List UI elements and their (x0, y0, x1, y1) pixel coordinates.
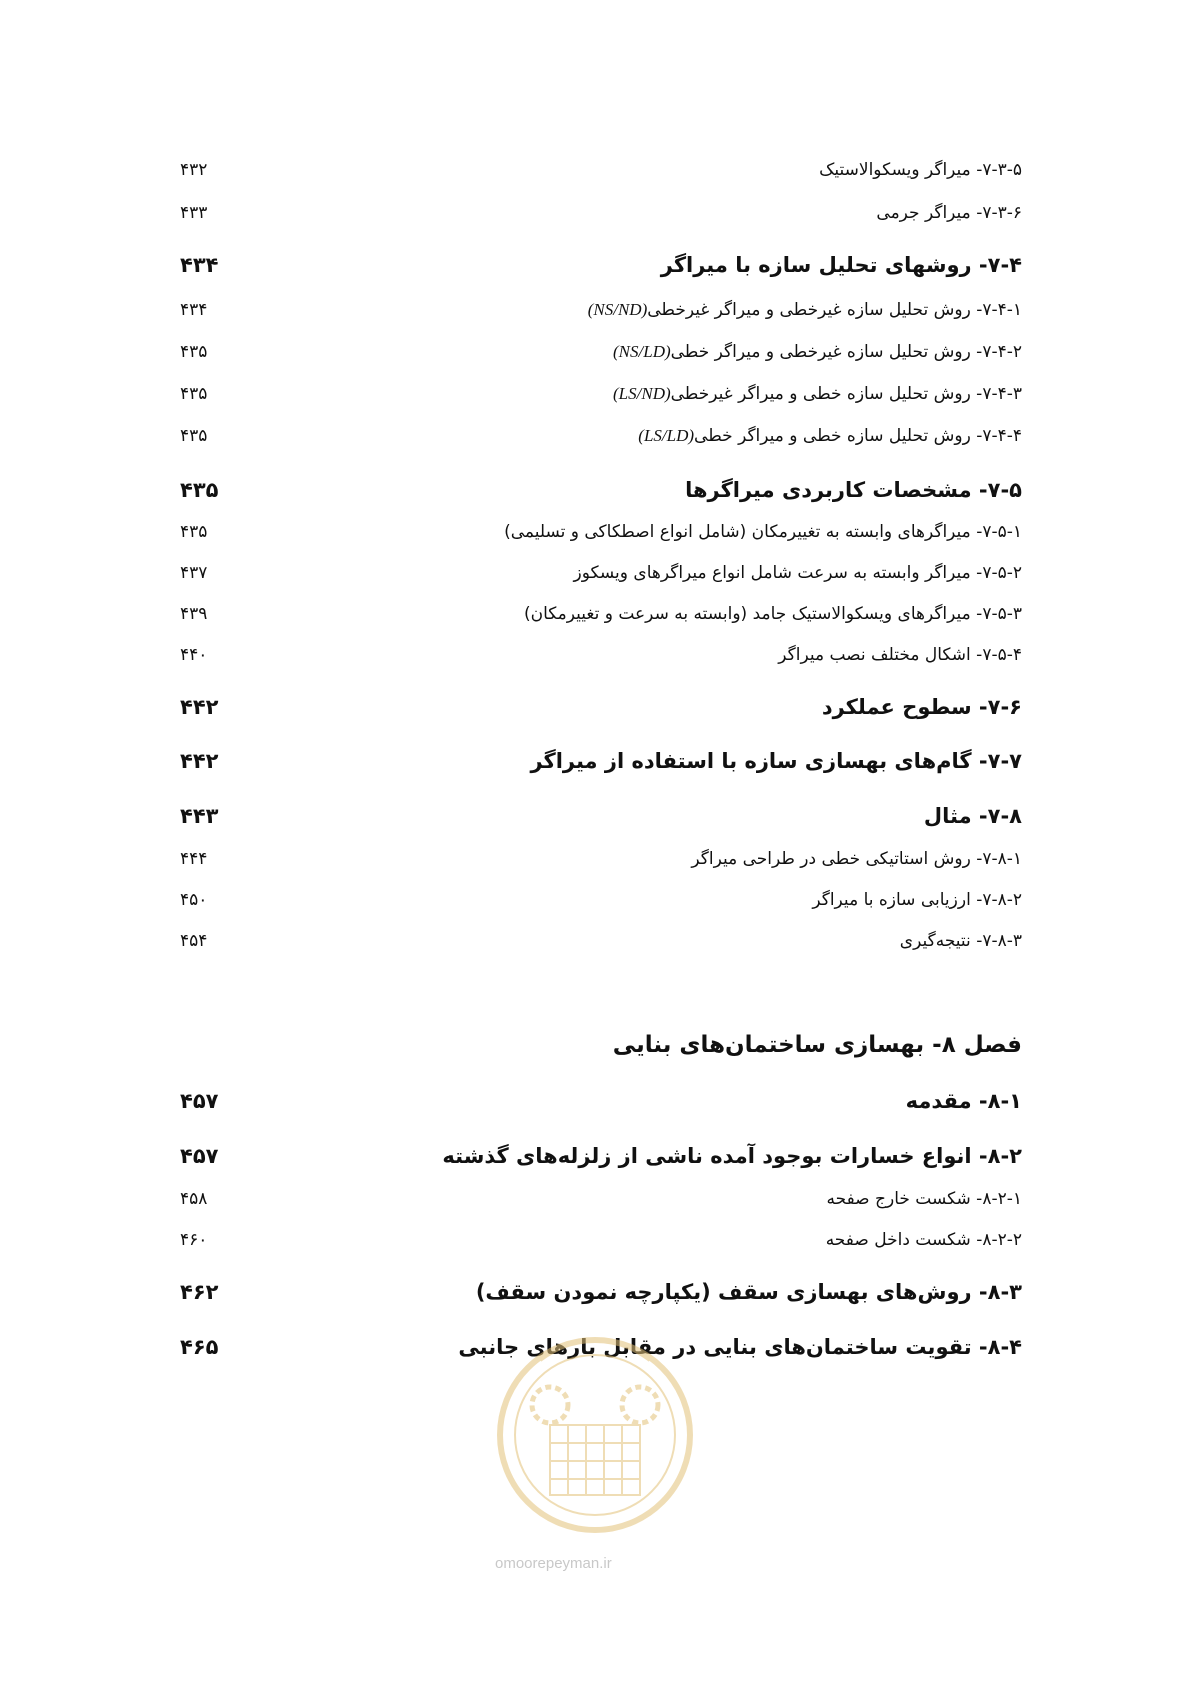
toc-entry-page: ۴۴۲ (180, 749, 219, 773)
toc-entry-page: ۴۳۳ (180, 203, 208, 223)
toc-entry-title: ۸-۴- تقویت ساختمان‌های بنایی در مقابل بارهای جانبی (458, 1335, 1022, 1359)
toc-entry-title: ۷-۸-۳- نتیجه‌گیری (899, 931, 1022, 951)
toc-entry (180, 1089, 1022, 1125)
toc-entry (180, 203, 1022, 239)
toc-entry-title: ۷-۸-۱- روش استاتیکی خطی در طراحی میراگر (691, 849, 1022, 869)
watermark-logo (490, 1305, 700, 1565)
toc-entry-page: ۴۳۲ (180, 160, 208, 180)
toc-entry-title: ۷-۴-۳- روش تحلیل سازه خطی و میراگر غیرخطی(LS/ND) (613, 384, 1022, 404)
toc-entry-page: ۴۶۵ (180, 1335, 219, 1359)
toc-entry-page: ۴۵۷ (180, 1144, 219, 1168)
toc-entry (180, 749, 1022, 785)
toc-entry-page: ۴۳۵ (180, 342, 208, 362)
toc-entry-title: ۷-۴-۲- روش تحلیل سازه غیرخطی و میراگر خطی(NS/LD) (613, 342, 1022, 362)
toc-entry-page: ۴۴۳ (180, 804, 219, 828)
toc-entry-page: ۴۳۵ (180, 522, 208, 542)
toc-entry-latin: (LS/LD) (638, 426, 695, 445)
toc-entry (180, 160, 1022, 196)
toc-entry (180, 645, 1022, 681)
toc-entry (180, 695, 1022, 731)
toc-entry (180, 849, 1022, 885)
toc-entry-page: ۴۶۰ (180, 1230, 208, 1250)
toc-entry (180, 384, 1022, 420)
toc-entry-title: ۷-۷- گام‌های بهسازی سازه با استفاده از میراگر (530, 749, 1022, 773)
toc-entry-page: ۴۳۴ (180, 253, 219, 277)
toc-entry-title: ۷-۴- روشهای تحلیل سازه با میراگر (660, 253, 1022, 277)
toc-entry (180, 604, 1022, 640)
toc-entry (180, 931, 1022, 967)
toc-entry-page: ۴۵۷ (180, 1089, 219, 1113)
toc-entry (180, 522, 1022, 558)
toc-entry-title: ۸-۲- انواع خسارات بوجود آمده ناشی از زلزله‌های گذشته (442, 1144, 1022, 1168)
toc-entry (180, 426, 1022, 462)
toc-entry-title: ۷-۴-۱- روش تحلیل سازه غیرخطی و میراگر غیرخطی(NS/ND) (587, 300, 1022, 320)
toc-entry-latin: (NS/ND) (587, 300, 648, 319)
toc-entry-page: ۴۶۲ (180, 1280, 219, 1304)
toc-entry-page: ۴۳۹ (180, 604, 208, 624)
watermark-url: omoorepeyman.ir (495, 1555, 612, 1572)
toc-entry-title: ۷-۵- مشخصات کاربردی میراگرها (685, 478, 1022, 502)
toc-entry (180, 1144, 1022, 1180)
toc-entry-title: ۷-۶- سطوح عملکرد (821, 695, 1022, 719)
toc-entry (180, 342, 1022, 378)
toc-entry-title: ۷-۳-۶- میراگر جرمی (876, 203, 1022, 223)
toc-entry-title: ۷-۸-۲- ارزیابی سازه با میراگر (812, 890, 1022, 910)
toc-entry-title: ۷-۵-۲- میراگر وابسته به سرعت شامل انواع میراگرهای ویسکوز (573, 563, 1022, 583)
toc-entry-title: ۷-۵-۱- میراگرهای وابسته به تغییرمکان (شامل انواع اصطکاکی و تسلیمی) (504, 522, 1022, 542)
toc-entry-page: ۴۵۴ (180, 931, 208, 951)
toc-entry-title: ۷-۵-۴- اشکال مختلف نصب میراگر (778, 645, 1022, 665)
toc-entry-title: ۷-۸- مثال (923, 804, 1022, 828)
toc-entry (180, 563, 1022, 599)
toc-entry-title: ۸-۲-۲- شکست داخل صفحه (825, 1230, 1022, 1250)
toc-entry-latin: (NS/LD) (613, 342, 671, 361)
toc-entry (180, 1189, 1022, 1225)
toc-entry (180, 890, 1022, 926)
toc-entry-page: ۴۵۰ (180, 890, 208, 910)
toc-entry (180, 1230, 1022, 1266)
toc-entry-page: ۴۳۵ (180, 478, 219, 502)
toc-entry-latin: (LS/ND) (613, 384, 671, 403)
toc-entry-title: ۸-۳- روش‌های بهسازی سقف (یکپارچه نمودن سقف) (475, 1280, 1022, 1304)
toc-entry-page: ۴۴۲ (180, 695, 219, 719)
toc-entry-page: ۴۳۷ (180, 563, 208, 583)
toc-entry-title: ۸-۱- مقدمه (905, 1089, 1022, 1113)
toc-entry-page: ۴۳۵ (180, 426, 208, 446)
toc-entry-page: ۴۳۵ (180, 384, 208, 404)
toc-entry (180, 804, 1022, 840)
toc-entry (180, 253, 1022, 289)
toc-entry-page: ۴۳۴ (180, 300, 208, 320)
toc-entry-title: ۸-۲-۱- شکست خارج صفحه (826, 1189, 1022, 1209)
chapter-title: فصل ۸- بهسازی ساختمان‌های بنایی (612, 1032, 1022, 1058)
toc-entry (180, 300, 1022, 336)
toc-entry-title: ۷-۴-۴- روش تحلیل سازه خطی و میراگر خطی(LS/LD) (638, 426, 1022, 446)
toc-entry-title: ۷-۵-۳- میراگرهای ویسکوالاستیک جامد (وابسته به سرعت و تغییرمکان) (523, 604, 1022, 624)
toc-entry (180, 478, 1022, 514)
toc-entry-page: ۴۴۰ (180, 645, 208, 665)
toc-entry-page: ۴۵۸ (180, 1189, 208, 1209)
chapter-heading (180, 1032, 1022, 1068)
toc-entry-title: ۷-۳-۵- میراگر ویسکوالاستیک (819, 160, 1022, 180)
toc-entry-page: ۴۴۴ (180, 849, 208, 869)
